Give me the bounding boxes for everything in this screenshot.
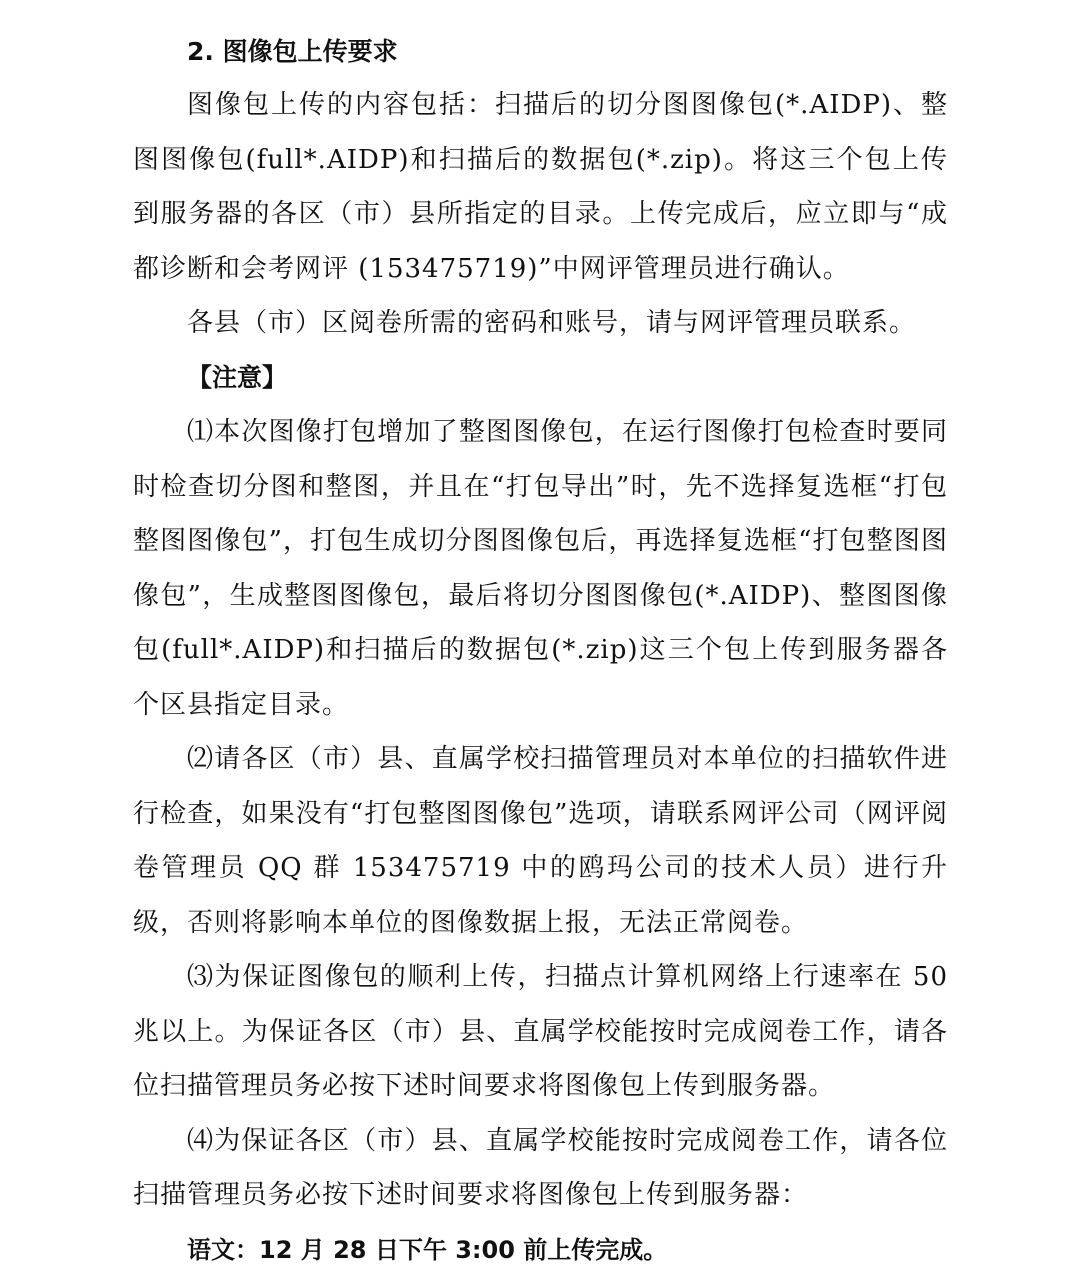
- note-item-4: ⑷为保证各区（市）县、直属学校能按时完成阅卷工作，请各位扫描管理员务必按下述时间要求将图像包上传到服务器：: [133, 1125, 948, 1210]
- section-heading: 2. 图像包上传要求: [187, 37, 398, 66]
- deadline-line: 语文：12 月 28 日下午 3:00 前上传完成。: [187, 1235, 668, 1264]
- document-page: [133, 26, 948, 1277]
- upload-content-paragraph: 图像包上传的内容包括：扫描后的切分图图像包(*.AIDP)、整图图像包(full*.AIDP)和扫描后的数据包(*.zip)。将这三个包上传到服务器的各区（市）县所指定的目录。上传完成后，应立即与“成都诊断和会考网评 (153475719)”中网评管理员进行确认。: [133, 90, 948, 284]
- note-item-2: ⑵请各区（市）县、直属学校扫描管理员对本单位的扫描软件进行检查，如果没有“打包整图图像包”选项，请联系网评公司（网评阅卷管理员 QQ 群 153475719 中的鸥玛公司的技术人员）进行升级，否则将影响本单位的图像数据上报，无法正常阅卷。: [133, 744, 948, 938]
- notes-heading: 【注意】: [187, 362, 288, 392]
- password-account-paragraph: 各县（市）区阅卷所需的密码和账号，请与网评管理员联系。: [187, 308, 917, 338]
- note-item-3: ⑶为保证图像包的顺利上传，扫描点计算机网络上行速率在 50 兆以上。为保证各区（市）县、直属学校能按时完成阅卷工作，请各位扫描管理员务必按下述时间要求将图像包上传到服务器。: [133, 962, 948, 1101]
- note-item-1: ⑴本次图像打包增加了整图图像包，在运行图像打包检查时要同时检查切分图和整图，并且在“打包导出”时，先不选择复选框“打包整图图像包”，打包生成切分图图像包后，再选择复选框“打包整图图像包”，生成整图图像包，最后将切分图图像包(*.AIDP)、整图图像包(full*.AIDP)和扫描后的数据包(*.zip)这三个包上传到服务器各个区县指定目录。: [133, 417, 948, 720]
